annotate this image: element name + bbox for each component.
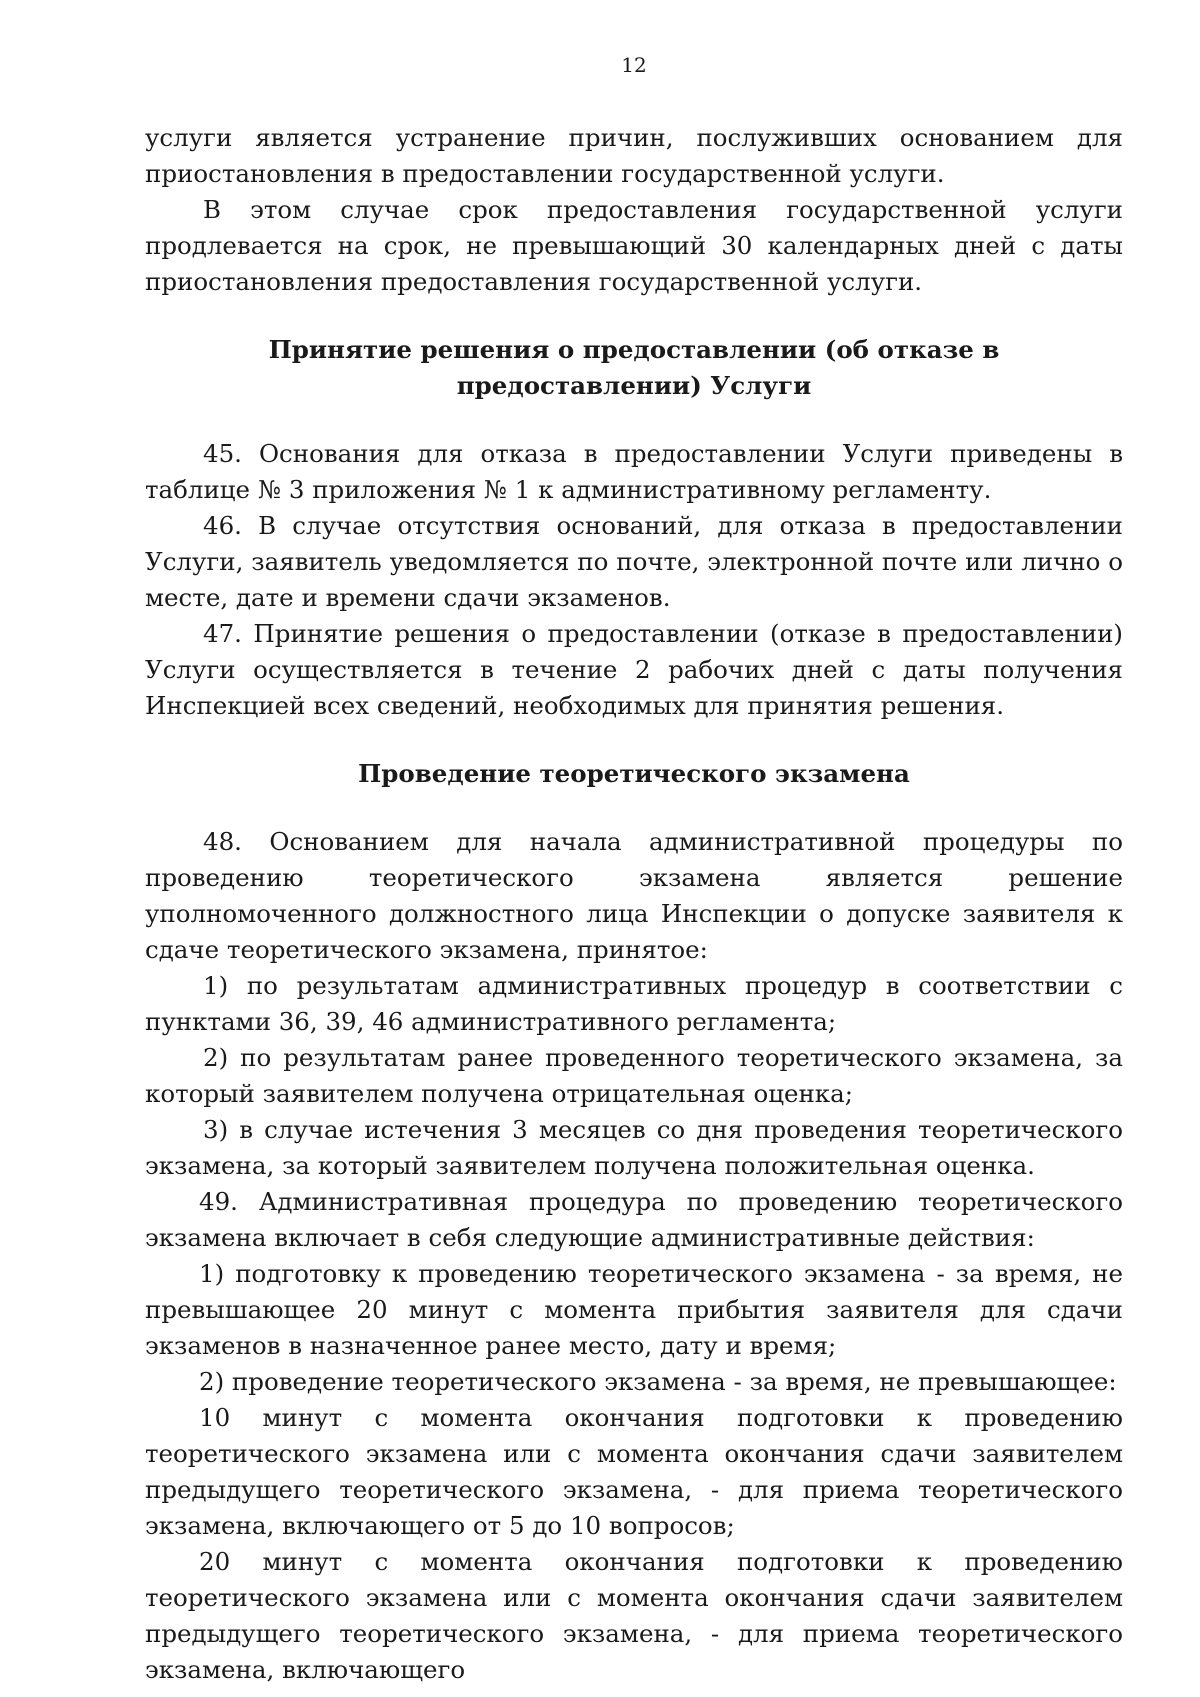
- page-number: 12: [621, 53, 647, 77]
- paragraph-20-minutes: 20 минут с момента окончания подготовки к проведению теоретического экзамена или с момента окончания сдачи заявителем предыдущего теоретического экзамена, - для приема теоретического экзамена, включающего: [145, 1547, 1123, 1684]
- list-item-48-3: 3) в случае истечения 3 месяцев со дня проведения теоретического экзамена, за который заявителем получена положительная оценка.: [145, 1115, 1123, 1180]
- paragraph-45: 45. Основания для отказа в предоставлении Услуги приведены в таблице № 3 приложения № 1 к административному регламенту.: [145, 439, 1123, 504]
- paragraph-46: 46. В случае отсутствия оснований, для отказа в предоставлении Услуги, заявитель уведомляется по почте, электронной почте или лично о месте, дате и времени сдачи экзаменов.: [145, 511, 1123, 612]
- list-item-48-2: 2) по результатам ранее проведенного теоретического экзамена, за который заявителем получена отрицательная оценка;: [145, 1043, 1123, 1108]
- list-item-49-1: 1) подготовку к проведению теоретического экзамена - за время, не превышающее 20 минут с момента прибытия заявителя для сдачи экзаменов в назначенное ранее место, дату и время;: [145, 1259, 1123, 1360]
- paragraph-10-minutes: 10 минут с момента окончания подготовки к проведению теоретического экзамена или с момента окончания сдачи заявителем предыдущего теоретического экзамена, - для приема теоретического экзамена, включающего от 5 до 10 вопросов;: [145, 1403, 1123, 1540]
- section-heading-theory-exam: Проведение теоретического экзамена: [358, 759, 910, 788]
- paragraph: В этом случае срок предоставления государственной услуги продлевается на срок, не превышающий 30 календарных дней с даты приостановления предоставления государственной услуги.: [145, 195, 1123, 296]
- section-heading-decision: Принятие решения о предоставлении (об отказе в предоставлении) Услуги: [268, 335, 1000, 400]
- list-item-48-1: 1) по результатам административных процедур в соответствии с пунктами 36, 39, 46 административного регламента;: [145, 971, 1123, 1036]
- document-body: [145, 120, 1123, 1688]
- paragraph-continuation: услуги является устранение причин, послуживших основанием для приостановления в предоставлении государственной услуги.: [145, 123, 1123, 188]
- list-item-49-2: 2) проведение теоретического экзамена - за время, не превышающее:: [199, 1367, 1117, 1396]
- paragraph-48: 48. Основанием для начала административной процедуры по проведению теоретического экзамена является решение уполномоченного должностного лица Инспекции о допуске заявителя к сдаче теоретического экзамена, принятое:: [145, 827, 1123, 964]
- paragraph-47: 47. Принятие решения о предоставлении (отказе в предоставлении) Услуги осуществляется в течение 2 рабочих дней с даты получения Инспекцией всех сведений, необходимых для принятия решения.: [145, 619, 1123, 720]
- paragraph-49: 49. Административная процедура по проведению теоретического экзамена включает в себя следующие административные действия:: [145, 1187, 1123, 1252]
